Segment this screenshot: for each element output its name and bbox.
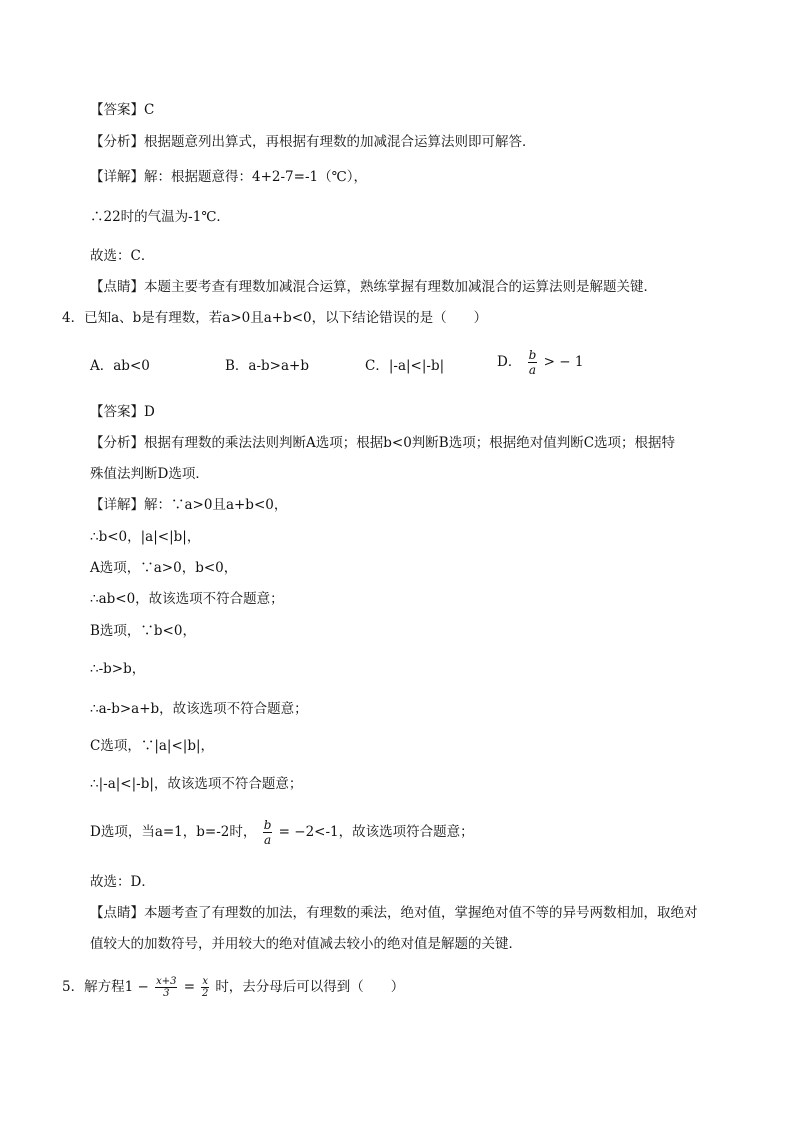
q4-detail-line3: A选项，∵a>0，b<0， xyxy=(90,560,238,576)
q3-comment: 【点睛】本题主要考查有理数加减混合运算，熟练掌握有理数加减混合的运算法则是解题关键． xyxy=(90,279,657,295)
q4-option-d-fraction xyxy=(528,348,538,377)
q5-fraction-1 xyxy=(155,976,177,999)
q4-detail-line10-fraction xyxy=(263,818,273,847)
q5-equals: = xyxy=(183,979,196,995)
q3-choice: 故选：C． xyxy=(90,248,155,264)
q4-detail-line7: ∴a-b>a+b，故该选项不符合题意； xyxy=(90,701,308,717)
q4-option-c: C．|-a|<|-b| xyxy=(365,358,445,374)
q4-choice: 故选：D． xyxy=(90,874,155,890)
q4-stem: 4．已知a、b是有理数，若a>0且a+b<0，以下结论错误的是（ ） xyxy=(62,310,488,326)
fraction-numerator: b xyxy=(263,818,272,832)
q4-option-d-prefix: D． xyxy=(497,354,522,370)
q5-stem-suffix: 时，去分母后可以得到（ ） xyxy=(215,979,405,995)
q4-detail-line1: 【详解】解：∵a>0且a+b<0， xyxy=(90,497,288,513)
q4-detail-line10-suffix: = −2<-1，故该选项符合题意； xyxy=(278,824,474,840)
fraction-denominator: 2 xyxy=(202,988,209,999)
q4-analysis-line1: 【分析】根据有理数的乘法法则判断A选项；根据b<0判断B选项；根据绝对值判断C选项；根据特 xyxy=(90,435,676,451)
fraction-denominator: a xyxy=(528,363,537,377)
q4-option-d-suffix: > − 1 xyxy=(543,354,584,370)
q4-detail-line8: C选项，∵|a|<|b|， xyxy=(90,738,215,754)
q4-analysis-line2: 殊值法判断D选项． xyxy=(90,466,209,482)
q4-option-b: B．a-b>a+b xyxy=(225,358,309,374)
q4-detail-line10-prefix: D选项，当a=1，b=-2时， xyxy=(90,824,257,840)
fraction-denominator: a xyxy=(263,833,272,847)
q3-analysis: 【分析】根据题意列出算式，再根据有理数的加减混合运算法则即可解答． xyxy=(90,134,536,150)
q4-detail-line6: ∴-b>b， xyxy=(90,661,146,677)
q4-detail-line5: B选项，∵b<0， xyxy=(90,623,196,639)
q4-option-a: A．ab<0 xyxy=(90,358,150,374)
q3-conclusion: ∴22时的气温为-1℃． xyxy=(90,209,230,225)
q4-option-d xyxy=(497,348,583,377)
q5-fraction-2 xyxy=(201,976,209,999)
q3-detail: 【详解】解：根据题意得：4+2-7=-1（℃）， xyxy=(90,169,367,185)
fraction-denominator: 3 xyxy=(163,988,170,999)
fraction-numerator: x+3 xyxy=(156,976,177,987)
q4-comment-line1: 【点睛】本题考查了有理数的加法，有理数的乘法，绝对值，掌握绝对值不等的异号两数相加，取绝对 xyxy=(90,905,698,921)
q4-comment-line2: 值较大的加数符号，并用较大的绝对值减去较小的绝对值是解题的关键． xyxy=(90,936,522,952)
q4-detail-line4: ∴ab<0，故该选项不符合题意； xyxy=(90,591,284,607)
q4-detail-line2: ∴b<0，|a|<|b|， xyxy=(90,529,201,545)
q5-stem-prefix: 5．解方程1 − xyxy=(62,979,149,995)
fraction-numerator: b xyxy=(528,348,537,362)
fraction-numerator: x xyxy=(202,976,209,987)
q4-answer: 【答案】D xyxy=(90,404,155,420)
q3-answer: 【答案】C xyxy=(90,102,155,118)
q4-detail-line9: ∴|-a|<|-b|，故该选项不符合题意； xyxy=(90,776,303,792)
q5-stem xyxy=(62,976,404,999)
q4-detail-line10 xyxy=(90,818,474,847)
